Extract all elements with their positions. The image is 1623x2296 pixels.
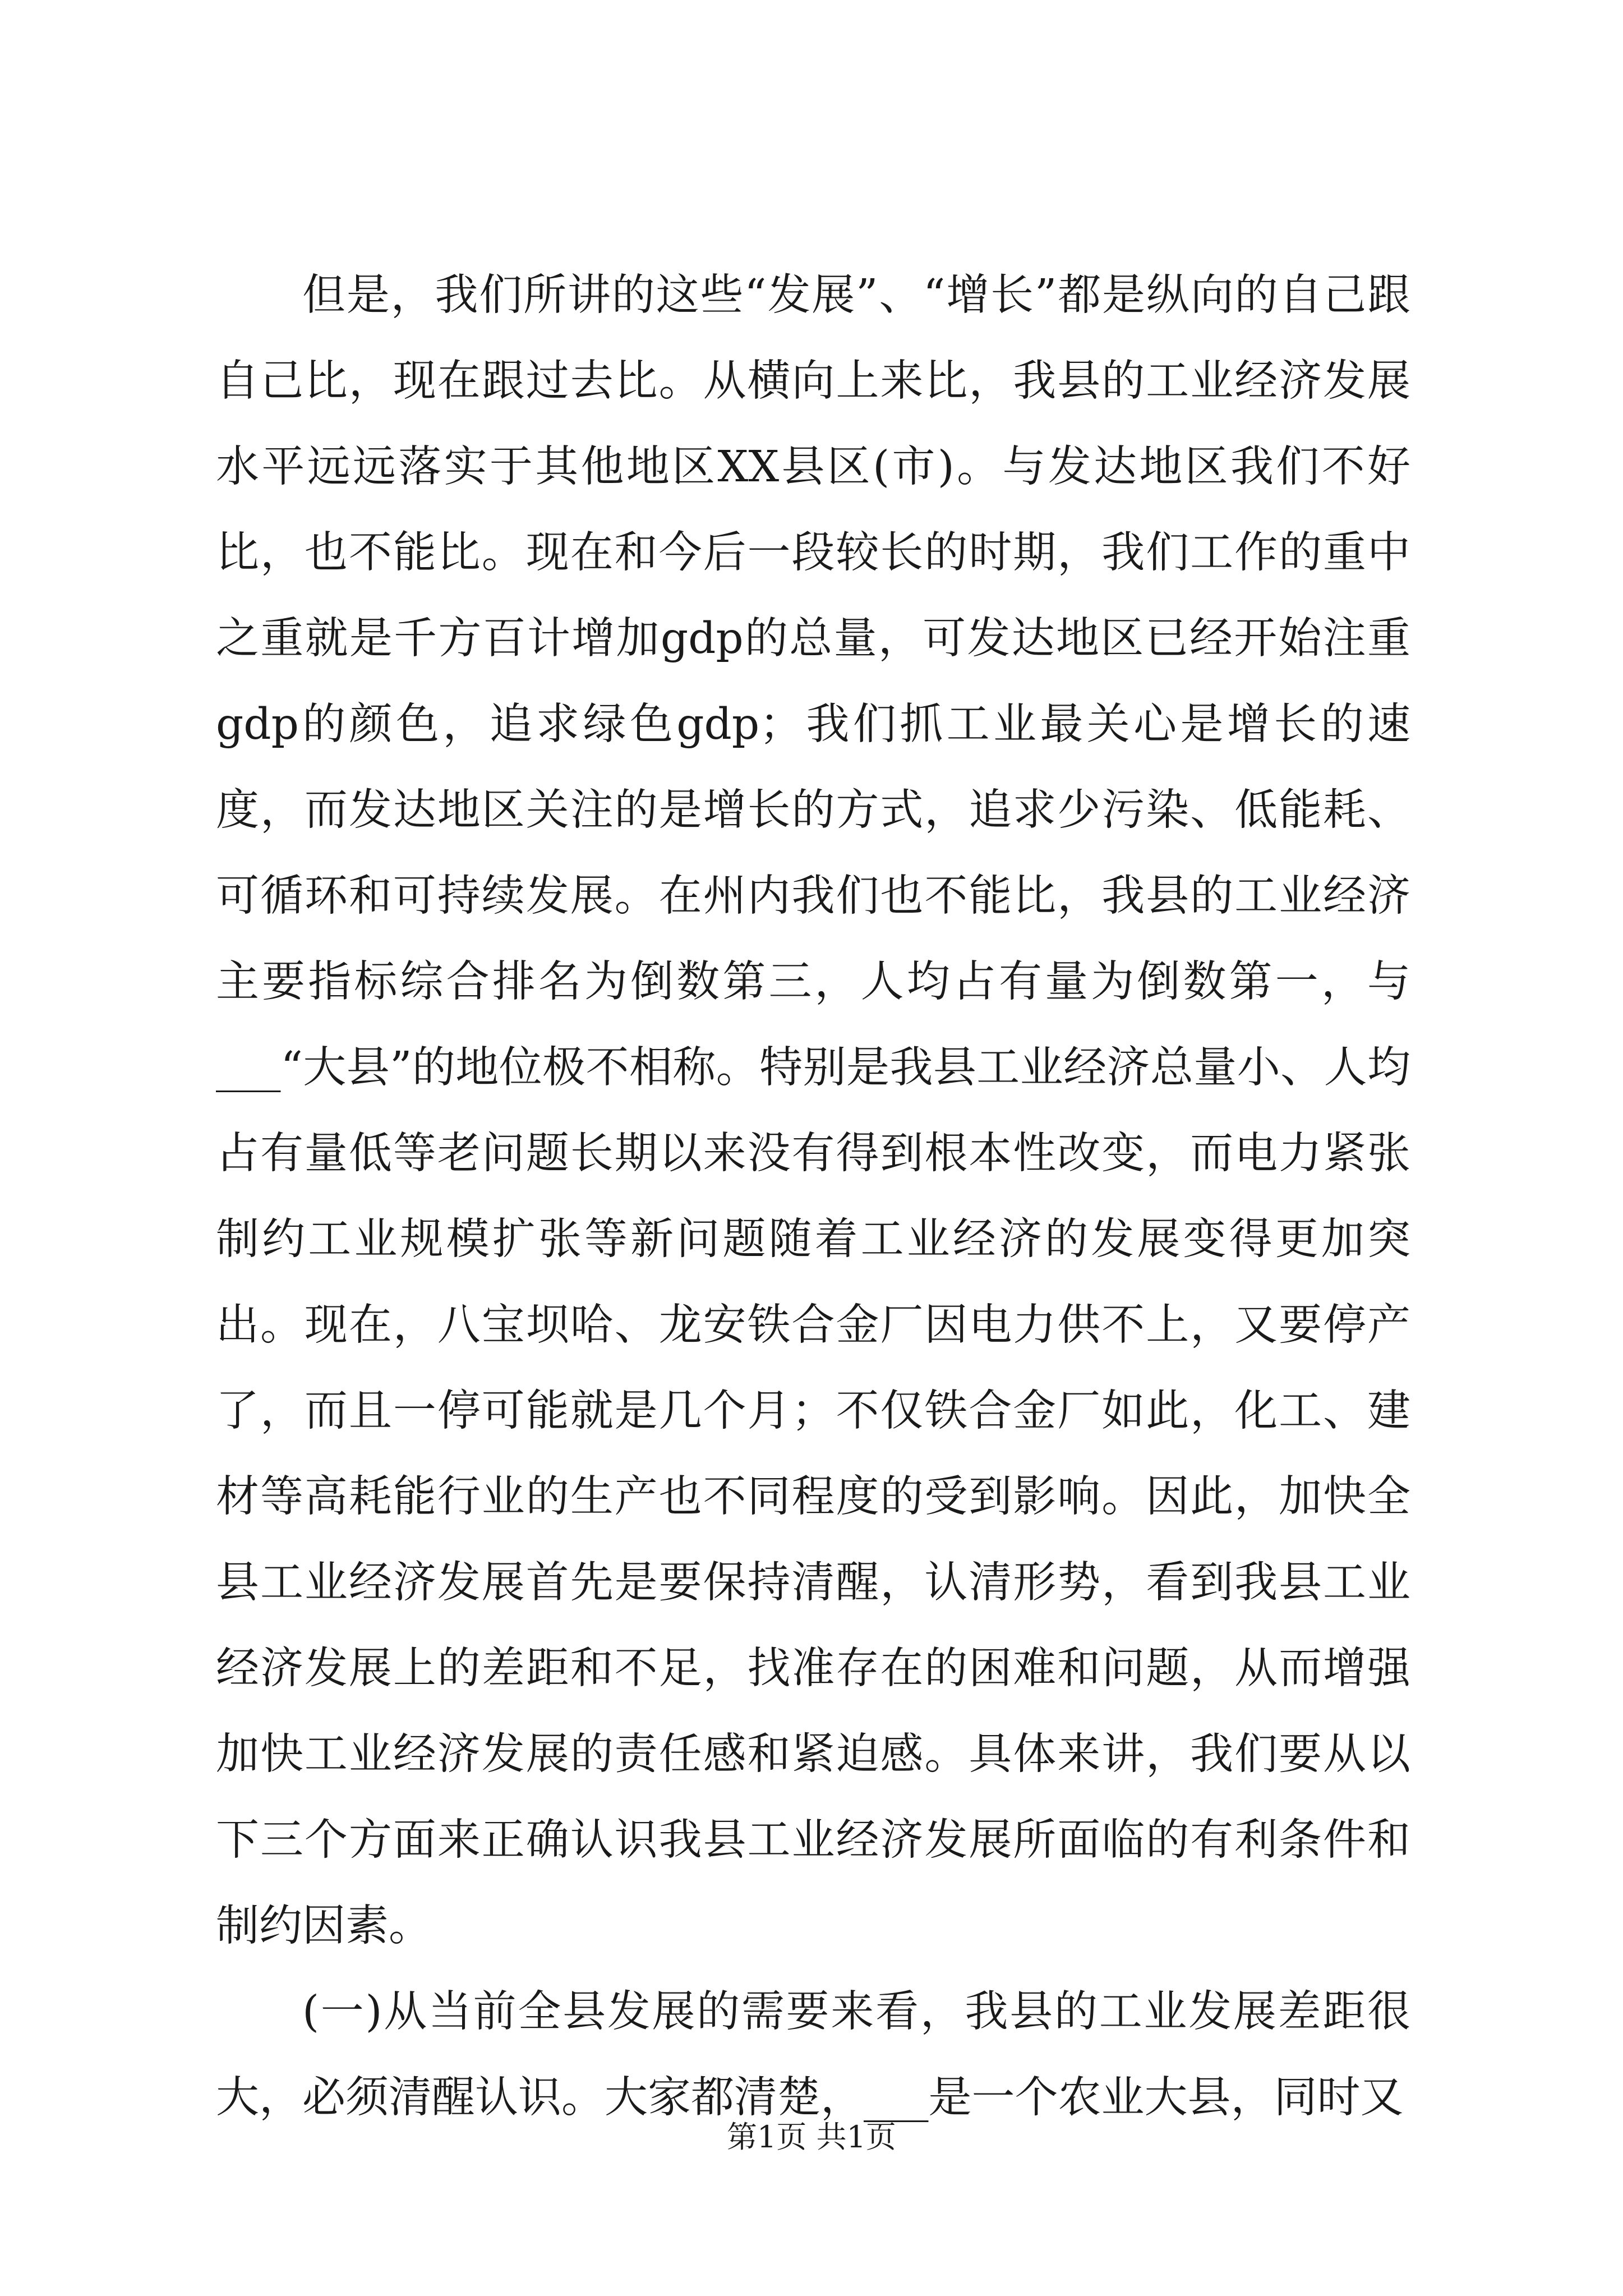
page-footer: 第1页 共1页 [727,2119,896,2155]
paragraph-2: (一)从当前全县发展的需要来看，我县的工业发展差距很大，必须清醒认识。大家都清楚，___是一个农业大县，同时又 [216,1987,1410,2123]
document-body [216,252,1410,2141]
paragraph-1: 但是，我们所讲的这些“发展”、“增长”都是纵向的自己跟自己比，现在跟过去比。从横向上来比，我县的工业经济发展水平远远落实于其他地区XX县区(市)。与发达地区我们不好比，也不能比。现在和今后一段较长的时期，我们工作的重中之重就是千方百计增加gdp的总量，可发达地区已经开始注重gdp的颜色，追求绿色gdp；我们抓工业最关心是增长的速度，而发达地区关注的是增长的方式，追求少污染、低能耗、可循环和可持续发展。在州内我们也不能比，我县的工业经济主要指标综合排名为倒数第三，人均占有量为倒数第一，与___“大县”的地位极不相称。特别是我县工业经济总量小、人均占有量低等老问题长期以来没有得到根本性改变，而电力紧张制约工业规模扩张等新问题随着工业经济的发展变得更加突出。现在，八宝坝哈、龙安铁合金厂因电力供不上，又要停产了，而且一停可能就是几个月；不仅铁合金厂如此，化工、建材等高耗能行业的生产也不同程度的受到影响。因此，加快全县工业经济发展首先是要保持清醒，认清形势，看到我县工业经济发展上的差距和不足，找准存在的困难和问题，从而增强加快工业经济发展的责任感和紧迫感。具体来讲，我们要从以下三个方面来正确认识我县工业经济发展所面临的有利条件和制约因素。 [216,270,1410,1951]
